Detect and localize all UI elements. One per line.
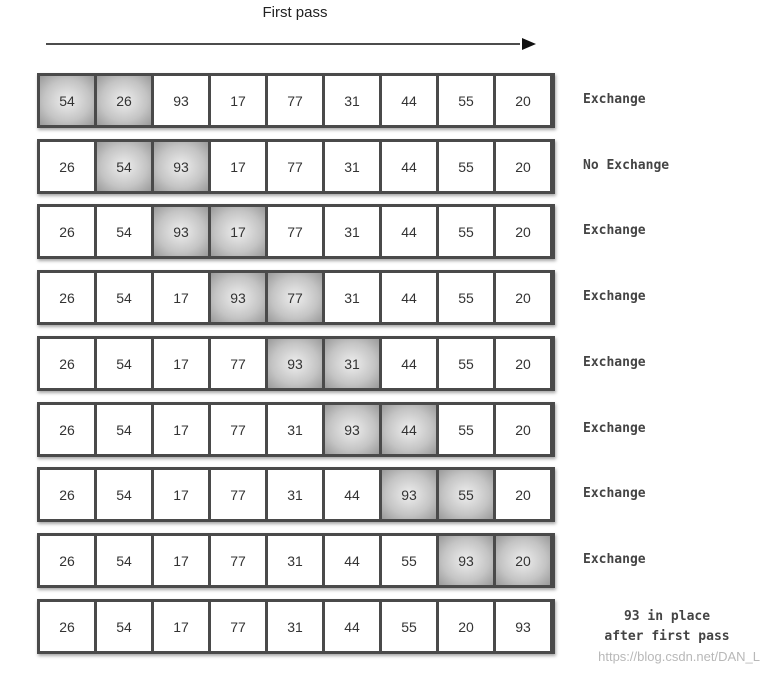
array-cell: 20: [439, 602, 493, 651]
array-cell: 93: [439, 536, 493, 585]
array-cell: 26: [40, 142, 94, 191]
array-cell: 55: [382, 602, 436, 651]
array-row: [37, 336, 555, 391]
array-cell: 77: [268, 273, 322, 322]
array-cell: 31: [325, 339, 379, 388]
array-cell: 55: [439, 76, 493, 125]
watermark: https://blog.csdn.net/DAN_L: [598, 649, 760, 664]
row-label: Exchange: [583, 92, 646, 107]
array-cell: 44: [382, 339, 436, 388]
array-cell: 20: [496, 76, 550, 125]
array-cell: 17: [211, 142, 265, 191]
array-cell: 77: [268, 207, 322, 256]
row-label: 93 in place after first pass: [604, 609, 730, 644]
array-row: [37, 467, 555, 522]
array-cell: 77: [211, 339, 265, 388]
diagram-title: First pass: [262, 4, 328, 21]
array-cell: 44: [325, 470, 379, 519]
row-label: Exchange: [583, 223, 646, 238]
array-cell: 93: [496, 602, 550, 651]
row-label: Exchange: [583, 421, 646, 436]
array-cell: 77: [211, 536, 265, 585]
array-cell: 54: [97, 602, 151, 651]
array-cell: 54: [97, 207, 151, 256]
array-cell: 17: [154, 536, 208, 585]
row-label: Exchange: [583, 552, 646, 567]
array-cell: 93: [154, 76, 208, 125]
array-cell: 26: [40, 207, 94, 256]
array-cell: 44: [382, 405, 436, 454]
array-cell: 55: [382, 536, 436, 585]
array-cell: 26: [40, 536, 94, 585]
array-row: [37, 533, 555, 588]
array-cell: 54: [97, 470, 151, 519]
array-row: [37, 270, 555, 325]
array-row: [37, 599, 555, 654]
array-cell: 31: [268, 405, 322, 454]
array-cell: 20: [496, 405, 550, 454]
array-cell: 93: [154, 207, 208, 256]
array-cell: 93: [154, 142, 208, 191]
array-cell: 77: [211, 470, 265, 519]
array-cell: 20: [496, 273, 550, 322]
array-cell: 93: [382, 470, 436, 519]
array-cell: 55: [439, 273, 493, 322]
array-cell: 31: [325, 76, 379, 125]
array-cell: 44: [382, 273, 436, 322]
row-label: Exchange: [583, 289, 646, 304]
array-cell: 20: [496, 207, 550, 256]
array-cell: 17: [154, 470, 208, 519]
array-cell: 17: [211, 207, 265, 256]
array-cell: 26: [40, 339, 94, 388]
array-cell: 26: [40, 405, 94, 454]
row-label: No Exchange: [583, 158, 670, 173]
array-cell: 17: [154, 602, 208, 651]
array-cell: 17: [154, 405, 208, 454]
array-cell: 77: [268, 142, 322, 191]
array-cell: 31: [268, 470, 322, 519]
array-cell: 17: [211, 76, 265, 125]
array-cell: 54: [40, 76, 94, 125]
array-cell: 54: [97, 405, 151, 454]
array-row: [37, 73, 555, 128]
array-cell: 31: [325, 142, 379, 191]
array-cell: 26: [97, 76, 151, 125]
array-cell: 54: [97, 273, 151, 322]
array-row: [37, 402, 555, 457]
array-cell: 93: [268, 339, 322, 388]
array-cell: 44: [382, 142, 436, 191]
array-cell: 93: [325, 405, 379, 454]
direction-arrow-icon: [46, 34, 536, 54]
array-cell: 26: [40, 602, 94, 651]
array-cell: 31: [325, 273, 379, 322]
array-cell: 54: [97, 339, 151, 388]
array-cell: 20: [496, 470, 550, 519]
array-cell: 31: [268, 602, 322, 651]
array-cell: 20: [496, 536, 550, 585]
array-cell: 44: [382, 76, 436, 125]
array-cell: 44: [325, 536, 379, 585]
array-cell: 44: [325, 602, 379, 651]
row-label: Exchange: [583, 486, 646, 501]
array-cell: 55: [439, 339, 493, 388]
array-cell: 77: [211, 405, 265, 454]
array-cell: 20: [496, 339, 550, 388]
array-cell: 26: [40, 273, 94, 322]
array-row: [37, 139, 555, 194]
array-cell: 77: [268, 76, 322, 125]
array-cell: 17: [154, 273, 208, 322]
array-cell: 77: [211, 602, 265, 651]
array-cell: 31: [325, 207, 379, 256]
array-cell: 93: [211, 273, 265, 322]
array-cell: 31: [268, 536, 322, 585]
array-cell: 17: [154, 339, 208, 388]
array-row: [37, 204, 555, 259]
array-cell: 20: [496, 142, 550, 191]
row-label: Exchange: [583, 355, 646, 370]
array-cell: 54: [97, 142, 151, 191]
array-cell: 55: [439, 470, 493, 519]
array-cell: 55: [439, 405, 493, 454]
array-cell: 26: [40, 470, 94, 519]
array-cell: 54: [97, 536, 151, 585]
array-cell: 55: [439, 142, 493, 191]
array-cell: 44: [382, 207, 436, 256]
array-cell: 55: [439, 207, 493, 256]
